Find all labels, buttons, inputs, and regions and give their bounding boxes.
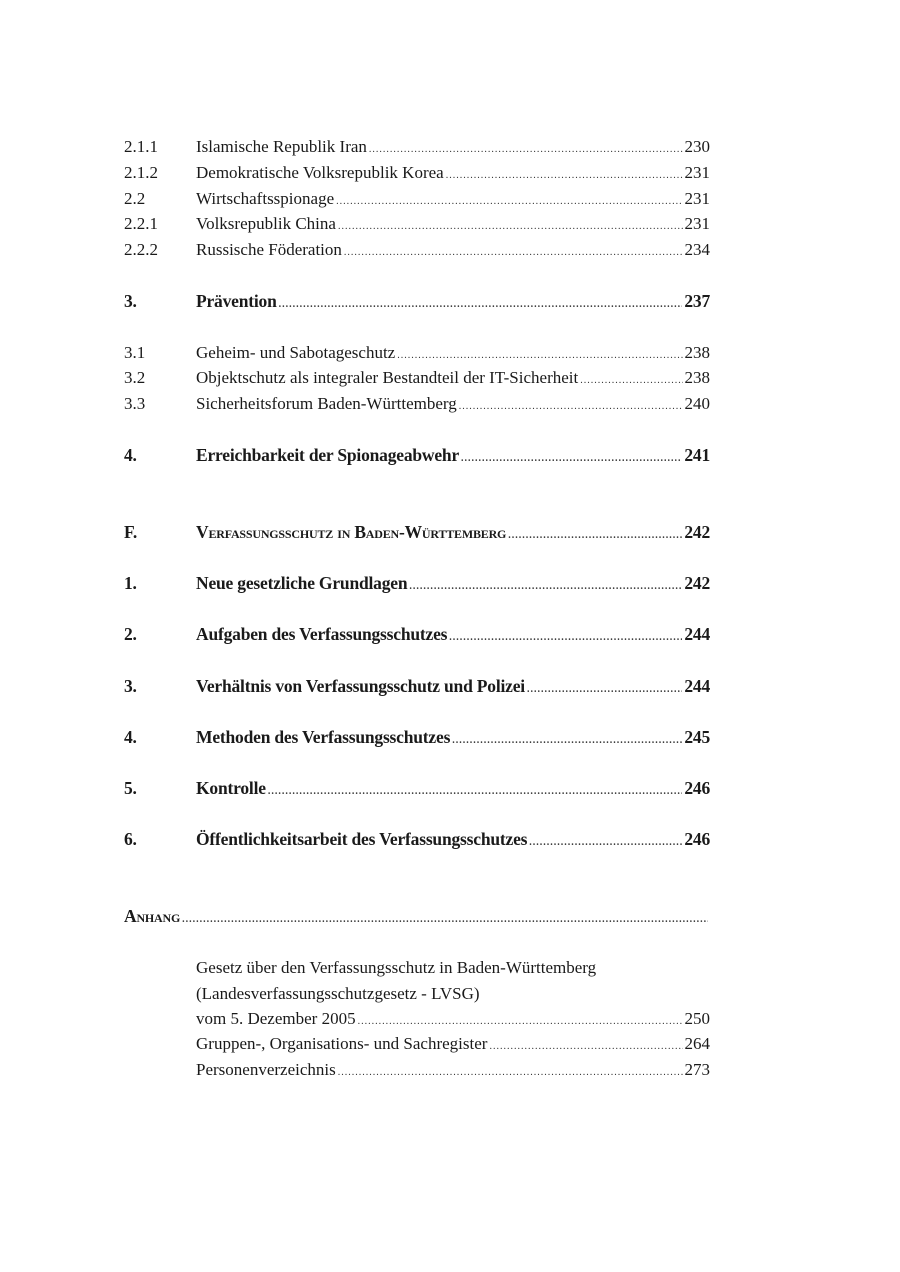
- section-page: 237: [684, 291, 710, 311]
- appendix-law-title-line1: Gesetz über den Verfassungsschutz in Baden-Württemberg: [196, 958, 597, 977]
- toc-section[interactable]: [124, 675, 710, 701]
- entry-number: 3.2: [124, 368, 146, 387]
- section-number: 3.: [124, 291, 137, 311]
- entry-page: 231: [684, 163, 710, 182]
- toc-entry[interactable]: [124, 367, 710, 392]
- dot-leader: [344, 242, 683, 264]
- dot-leader: [336, 191, 682, 213]
- section-title: Erreichbarkeit der Spionageabwehr: [196, 445, 460, 465]
- entry-page: 231: [684, 214, 710, 233]
- section-number: 4.: [124, 727, 137, 747]
- section-title: Öffentlichkeitsarbeit des Verfassungsschutzes: [196, 829, 528, 849]
- entry-number: 2.1.1: [124, 137, 158, 156]
- entry-page: 230: [684, 137, 710, 156]
- section-title: Prävention: [196, 291, 277, 311]
- section-title: Neue gesetzliche Grundlagen: [196, 573, 408, 593]
- entry-title: Geheim- und Sabotageschutz: [196, 343, 396, 362]
- section-number: 3.: [124, 676, 137, 696]
- chapter-letter: F.: [124, 522, 138, 542]
- toc-section[interactable]: [124, 726, 710, 752]
- section-title: Kontrolle: [196, 778, 266, 798]
- section-page: 241: [684, 445, 710, 465]
- chapter-title: Verfassungsschutz in Baden-Württemberg: [196, 522, 507, 542]
- toc-section[interactable]: [124, 623, 710, 649]
- entry-title: Demokratische Volksrepublik Korea: [196, 163, 444, 182]
- entry-title: Islamische Republik Iran: [196, 137, 367, 156]
- section-title: Verhältnis von Verfassungsschutz und Polizei: [196, 676, 525, 696]
- entry-title: Volksrepublik China: [196, 214, 336, 233]
- dot-leader: [527, 679, 682, 701]
- section-title: Aufgaben des Verfassungsschutzes: [196, 624, 448, 644]
- entry-number: 2.2: [124, 189, 146, 208]
- toc-appendix[interactable]: [124, 905, 710, 931]
- section-number: 2.: [124, 624, 137, 644]
- entry-title: vom 5. Dezember 2005: [196, 1009, 356, 1028]
- section-page: 246: [684, 829, 710, 849]
- dot-leader: [580, 370, 682, 392]
- entry-page: 240: [684, 394, 710, 413]
- entry-number: 2.2.2: [124, 240, 158, 259]
- dot-leader: [369, 139, 683, 161]
- dot-leader: [279, 294, 683, 316]
- entry-title: Russische Föderation: [196, 240, 342, 259]
- dot-leader: [409, 576, 682, 598]
- toc-section[interactable]: [124, 828, 710, 854]
- dot-leader: [461, 448, 682, 470]
- section-number: 4.: [124, 445, 137, 465]
- toc-entry[interactable]: [124, 188, 710, 213]
- section-page: 246: [684, 778, 710, 798]
- entry-page: 238: [684, 368, 710, 387]
- dot-leader: [397, 345, 682, 367]
- toc-entry[interactable]: [124, 393, 710, 418]
- entry-title: Gruppen-, Organisations- und Sachregister: [196, 1034, 488, 1053]
- entry-title: Wirtschaftsspionage: [196, 189, 335, 208]
- dot-leader: [338, 1062, 683, 1084]
- entry-number: 2.2.1: [124, 214, 158, 233]
- entry-page: 234: [684, 240, 710, 259]
- entry-title: Objektschutz als integraler Bestandteil der IT-Sicherheit: [196, 368, 579, 387]
- toc-entry[interactable]: [196, 1059, 710, 1084]
- toc-entry[interactable]: [196, 1033, 710, 1058]
- dot-leader: [358, 1011, 683, 1033]
- toc-entry[interactable]: [124, 213, 710, 238]
- dot-leader: [338, 216, 683, 238]
- appendix-title: Anhang: [124, 906, 181, 926]
- dot-leader: [182, 909, 708, 931]
- entry-page: 264: [684, 1034, 710, 1053]
- toc-section[interactable]: [124, 572, 710, 598]
- dot-leader: [459, 396, 683, 418]
- dot-leader: [489, 1036, 682, 1058]
- entry-page: 250: [684, 1009, 710, 1028]
- section-number: 6.: [124, 829, 137, 849]
- entry-number: 3.1: [124, 343, 146, 362]
- entry-page: 273: [684, 1060, 710, 1079]
- chapter-page: 242: [684, 522, 710, 542]
- dot-leader: [508, 525, 682, 547]
- toc-section[interactable]: [124, 444, 710, 470]
- toc-entry[interactable]: [124, 162, 710, 187]
- section-page: 244: [684, 676, 710, 696]
- section-page: 242: [684, 573, 710, 593]
- entry-title: Personenverzeichnis: [196, 1060, 336, 1079]
- entry-number: 3.3: [124, 394, 146, 413]
- dot-leader: [449, 627, 682, 649]
- entry-page: 238: [684, 343, 710, 362]
- toc-chapter[interactable]: [124, 521, 710, 547]
- toc-entry[interactable]: [124, 239, 710, 264]
- section-page: 244: [684, 624, 710, 644]
- toc-entry[interactable]: [124, 342, 710, 367]
- section-title: Methoden des Verfassungsschutzes: [196, 727, 451, 747]
- section-number: 1.: [124, 573, 137, 593]
- dot-leader: [452, 730, 682, 752]
- toc-section[interactable]: [124, 290, 710, 316]
- section-page: 245: [684, 727, 710, 747]
- toc-entry[interactable]: [124, 136, 710, 161]
- entry-number: 2.1.2: [124, 163, 158, 182]
- toc-entry[interactable]: [196, 1008, 710, 1033]
- entry-title: Sicherheitsforum Baden-Württemberg: [196, 394, 457, 413]
- dot-leader: [268, 781, 683, 803]
- toc-section[interactable]: [124, 777, 710, 803]
- dot-leader: [529, 832, 682, 854]
- entry-page: 231: [684, 189, 710, 208]
- dot-leader: [446, 165, 683, 187]
- appendix-law-title-line2: (Landesverfassungsschutzgesetz - LVSG): [196, 984, 480, 1003]
- section-number: 5.: [124, 778, 137, 798]
